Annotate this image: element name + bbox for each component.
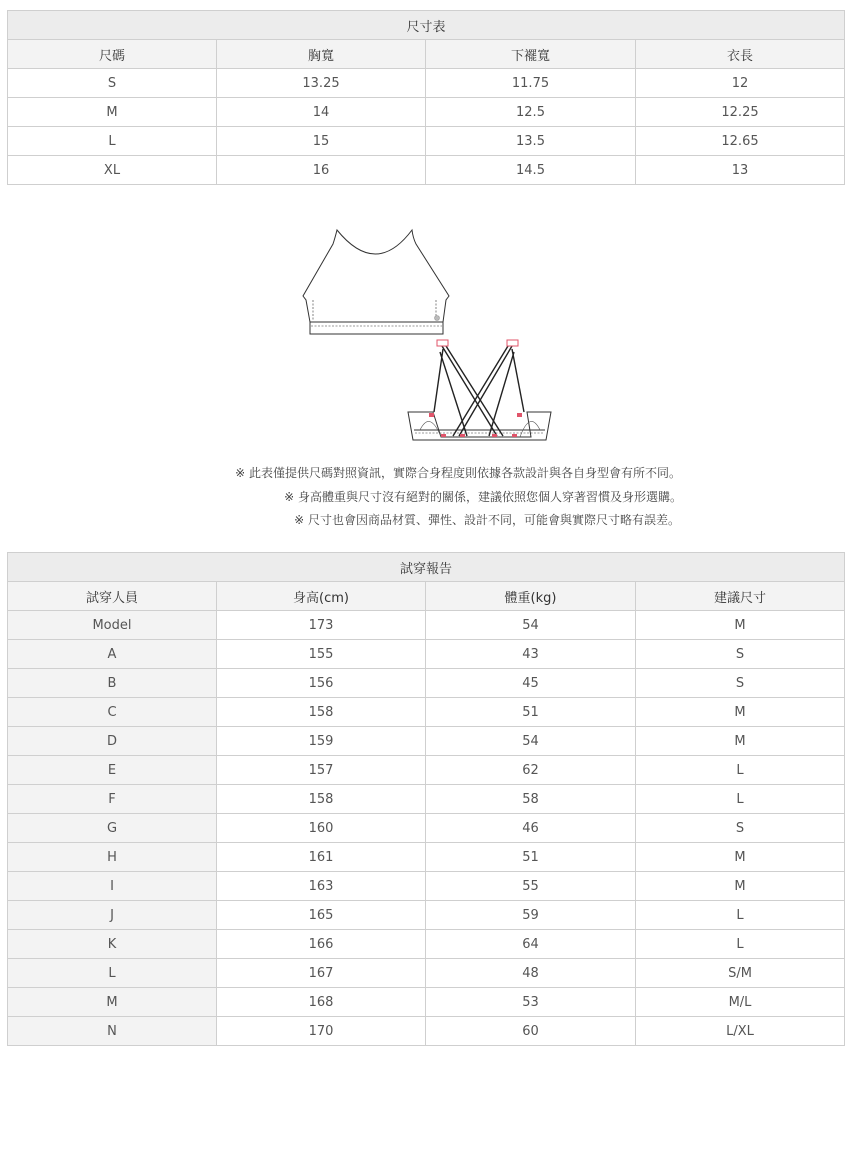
- height-cell: 168: [217, 988, 426, 1017]
- tester-cell: A: [8, 640, 217, 669]
- tester-cell: E: [8, 756, 217, 785]
- table-row: [8, 988, 845, 1017]
- height-cell: 158: [217, 785, 426, 814]
- chest-cell: 14: [217, 98, 426, 127]
- tester-cell: D: [8, 727, 217, 756]
- tester-cell: B: [8, 669, 217, 698]
- tester-cell: C: [8, 698, 217, 727]
- table-row: [8, 611, 845, 640]
- hem-width-header: 下襬寬: [426, 40, 636, 69]
- weight-cell: 48: [426, 959, 636, 988]
- note-text: ※ 尺寸也會因商品材質、彈性、設計不同，可能會與實際尺寸略有誤差。: [294, 513, 680, 527]
- recommended-size-cell: M: [636, 843, 845, 872]
- weight-header: 體重(kg): [426, 582, 636, 611]
- hem-cell: 12.5: [426, 98, 636, 127]
- length-header: 衣長: [636, 40, 845, 69]
- chest-width-header: 胸寬: [217, 40, 426, 69]
- weight-cell: 51: [426, 698, 636, 727]
- table-row: [8, 698, 845, 727]
- table-row: [8, 69, 845, 98]
- table-row: [8, 756, 845, 785]
- weight-cell: 51: [426, 843, 636, 872]
- size-header: 尺碼: [8, 40, 217, 69]
- tester-cell: M: [8, 988, 217, 1017]
- table-row: [8, 901, 845, 930]
- height-cell: 173: [217, 611, 426, 640]
- weight-cell: 53: [426, 988, 636, 1017]
- height-cell: 157: [217, 756, 426, 785]
- tester-cell: F: [8, 785, 217, 814]
- weight-cell: 45: [426, 669, 636, 698]
- height-cell: 161: [217, 843, 426, 872]
- tester-cell: J: [8, 901, 217, 930]
- height-cell: 160: [217, 814, 426, 843]
- table-row: [8, 127, 845, 156]
- table-row: [8, 156, 845, 185]
- hem-cell: 14.5: [426, 156, 636, 185]
- recommended-size-cell: S: [636, 814, 845, 843]
- table-row: [8, 98, 845, 127]
- table-row: [8, 959, 845, 988]
- weight-cell: 62: [426, 756, 636, 785]
- weight-cell: 54: [426, 727, 636, 756]
- hem-cell: 13.5: [426, 127, 636, 156]
- recommended-size-cell: M: [636, 727, 845, 756]
- recommended-size-header: 建議尺寸: [636, 582, 845, 611]
- length-cell: 13: [636, 156, 845, 185]
- chest-cell: 15: [217, 127, 426, 156]
- table-row: [8, 930, 845, 959]
- tester-cell: Model: [8, 611, 217, 640]
- height-cell: 159: [217, 727, 426, 756]
- recommended-size-cell: L: [636, 901, 845, 930]
- recommended-size-cell: M: [636, 698, 845, 727]
- height-cell: 158: [217, 698, 426, 727]
- weight-cell: 55: [426, 872, 636, 901]
- note-text: ※ 此表僅提供尺碼對照資訊，實際合身程度則依據各款設計與各自身型會有所不同。: [235, 466, 681, 480]
- weight-cell: 58: [426, 785, 636, 814]
- size-chart-title: 尺寸表: [8, 11, 845, 40]
- table-row: [8, 1017, 845, 1046]
- height-header: 身高(cm): [217, 582, 426, 611]
- size-cell: S: [8, 69, 217, 98]
- recommended-size-cell: L: [636, 930, 845, 959]
- height-cell: 156: [217, 669, 426, 698]
- tester-cell: H: [8, 843, 217, 872]
- table-row: [8, 727, 845, 756]
- height-cell: 163: [217, 872, 426, 901]
- recommended-size-cell: L: [636, 756, 845, 785]
- tester-cell: N: [8, 1017, 217, 1046]
- table-row: [8, 814, 845, 843]
- size-notes: [0, 462, 850, 533]
- height-cell: 166: [217, 930, 426, 959]
- tester-cell: I: [8, 872, 217, 901]
- tester-header: 試穿人員: [8, 582, 217, 611]
- length-cell: 12: [636, 69, 845, 98]
- height-cell: 167: [217, 959, 426, 988]
- recommended-size-cell: L/XL: [636, 1017, 845, 1046]
- weight-cell: 54: [426, 611, 636, 640]
- size-chart-table: [7, 10, 845, 185]
- note-text: ※ 身高體重與尺寸沒有絕對的關係，建議依照您個人穿著習慣及身形選購。: [284, 489, 682, 504]
- fitting-report-table: [7, 552, 845, 1046]
- size-cell: M: [8, 98, 217, 127]
- weight-cell: 64: [426, 930, 636, 959]
- tester-cell: K: [8, 930, 217, 959]
- chest-cell: 13.25: [217, 69, 426, 98]
- length-cell: 12.65: [636, 127, 845, 156]
- weight-cell: 60: [426, 1017, 636, 1046]
- recommended-size-cell: M/L: [636, 988, 845, 1017]
- height-cell: 170: [217, 1017, 426, 1046]
- recommended-size-cell: S: [636, 640, 845, 669]
- recommended-size-cell: M: [636, 611, 845, 640]
- table-row: [8, 872, 845, 901]
- chest-cell: 16: [217, 156, 426, 185]
- recommended-size-cell: S: [636, 669, 845, 698]
- recommended-size-cell: M: [636, 872, 845, 901]
- table-row: [8, 640, 845, 669]
- tester-cell: G: [8, 814, 217, 843]
- weight-cell: 46: [426, 814, 636, 843]
- tester-cell: L: [8, 959, 217, 988]
- table-row: [8, 785, 845, 814]
- sports-bra-illustration: [296, 226, 558, 448]
- bra-back-icon: [408, 340, 551, 440]
- height-cell: 165: [217, 901, 426, 930]
- weight-cell: 59: [426, 901, 636, 930]
- length-cell: 12.25: [636, 98, 845, 127]
- hem-cell: 11.75: [426, 69, 636, 98]
- fitting-report-title: 試穿報告: [8, 553, 845, 582]
- recommended-size-cell: L: [636, 785, 845, 814]
- height-cell: 155: [217, 640, 426, 669]
- size-cell: XL: [8, 156, 217, 185]
- recommended-size-cell: S/M: [636, 959, 845, 988]
- table-row: [8, 669, 845, 698]
- size-cell: L: [8, 127, 217, 156]
- bra-front-icon: [303, 230, 449, 334]
- table-row: [8, 843, 845, 872]
- weight-cell: 43: [426, 640, 636, 669]
